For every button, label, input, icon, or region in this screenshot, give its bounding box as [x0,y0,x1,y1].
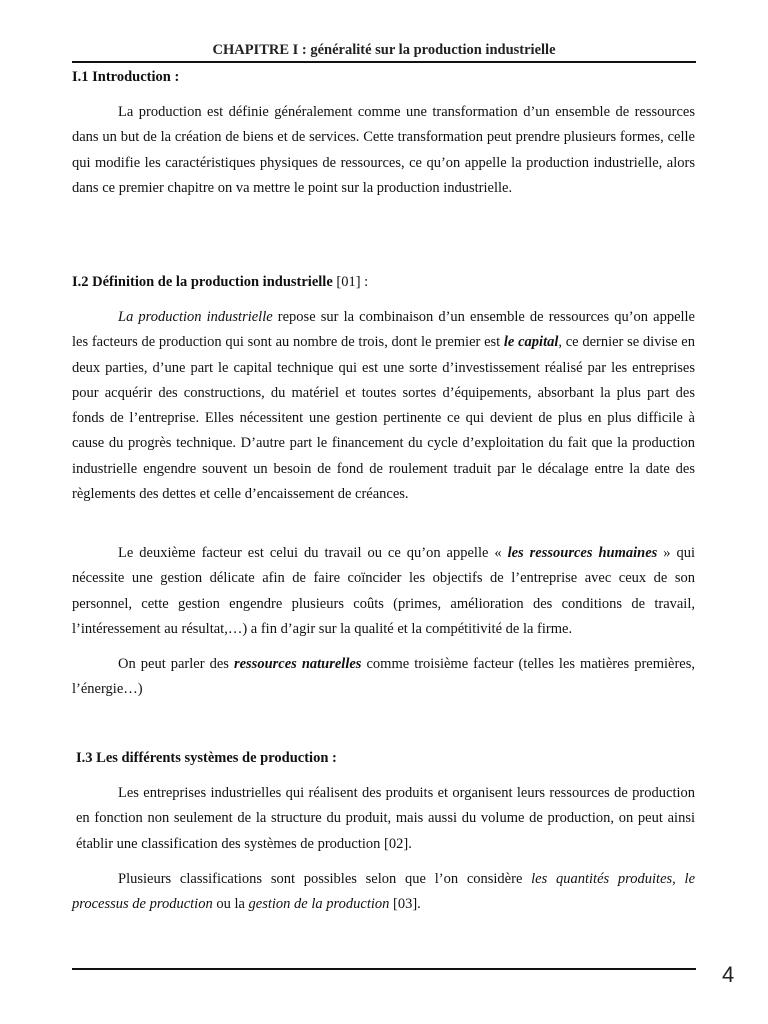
emphasis-ressources-humaines: les ressources humaines [507,545,658,561]
paragraph-text: La production est définie généralement comme une transformation d’un ensemble de ressources dans un but de la création de biens et de services. Cette transformation peut prendre plusieurs formes, celle qui modifie les caractéristiques physiques de ressources, ce qu’on appelle la production industrielle, alors dans ce premier chapitre on va mettre le point sur la production industrielle. [72,104,695,196]
emphasis-processus-production: le processus de production [72,871,696,913]
paragraph-text: , ce dernier se divise en deux parties, d’une part le capital technique qui est une sorte d’investissement réalisé par les entreprises pour acquérir des constructions, du matériel et toutes sortes d’équipements, absorbant la plus part des fonds de l’entreprise. Elles nécessitent une gestion pertinente ce qui devient de plus en plus difficile à cause du progrès technique. D’autre part le financement du cycle d’exploitation du fait que la production industrielle engendre souvent un besoin de fond de roulement traduit par le décalage entre la date des règlements des dettes et celle d’encaissement de créances. [72,334,695,503]
section-heading-systemes: I.3 Les différents systèmes de production : [76,750,337,766]
heading-reference: [01] : [336,274,369,290]
emphasis-le-capital: le capital [503,334,559,351]
chapter-header: CHAPITRE I : généralité sur la production industrielle [212,42,556,58]
emphasis-ressources-naturelles: ressources naturelles [233,656,362,672]
paragraph-definition-travail [72,541,695,642]
separator: , [672,871,685,887]
paragraph-text: Le deuxième facteur est celui du travail ou ce qu’on appelle « [118,545,508,561]
paragraph-text: repose sur la combinaison d’un ensemble de ressources qu’on appelle les facteurs de production qui sont au nombre de trois, dont le premier est [72,309,695,351]
paragraph-text: On peut parler des [118,656,234,672]
header-rule [72,61,696,63]
section-heading-definition [72,274,368,291]
emphasis-production-industrielle: La production industrielle [118,309,273,325]
paragraph-systemes-classifications [72,867,695,918]
paragraph-text: comme troisième facteur (telles les matières premières, l’énergie…) [72,656,695,698]
paragraph-text: Les entreprises industrielles qui réalisent des produits et organisent leurs ressources de production en fonction non seulement de la structure du produit, mais aussi du volume de production, on peut ainsi établir une classification des systèmes de production [02]. [76,785,695,852]
paragraph-text: » qui nécessite une gestion délicate afin de faire coïncider les objectifs de l’entreprise avec ceux de son personnel, cette gestion engendre plusieurs coûts (primes, amélioration des conditions de travail, l’intéressement au résultat,…) a fin d’agir sur la qualité et la compétitivité de la firme. [72,545,695,637]
section-heading-introduction: I.1 Introduction : [72,69,180,85]
footer-rule [72,968,696,970]
page-number: 4 [722,962,735,987]
emphasis-quantites-produites: les quantités produites [531,871,673,887]
paragraph-introduction [72,100,695,201]
paragraph-definition-naturelles [72,652,695,703]
paragraph-text: ou la [212,896,249,913]
paragraph-text: [03]. [389,896,421,913]
heading-text: I.2 Définition de la production industrielle [72,274,333,290]
paragraph-text: Plusieurs classifications sont possibles selon que l’on considère [118,871,532,887]
emphasis-gestion-production: gestion de la production [248,896,390,913]
paragraph-definition-capital [72,305,695,507]
paragraph-systemes-intro [76,781,695,857]
